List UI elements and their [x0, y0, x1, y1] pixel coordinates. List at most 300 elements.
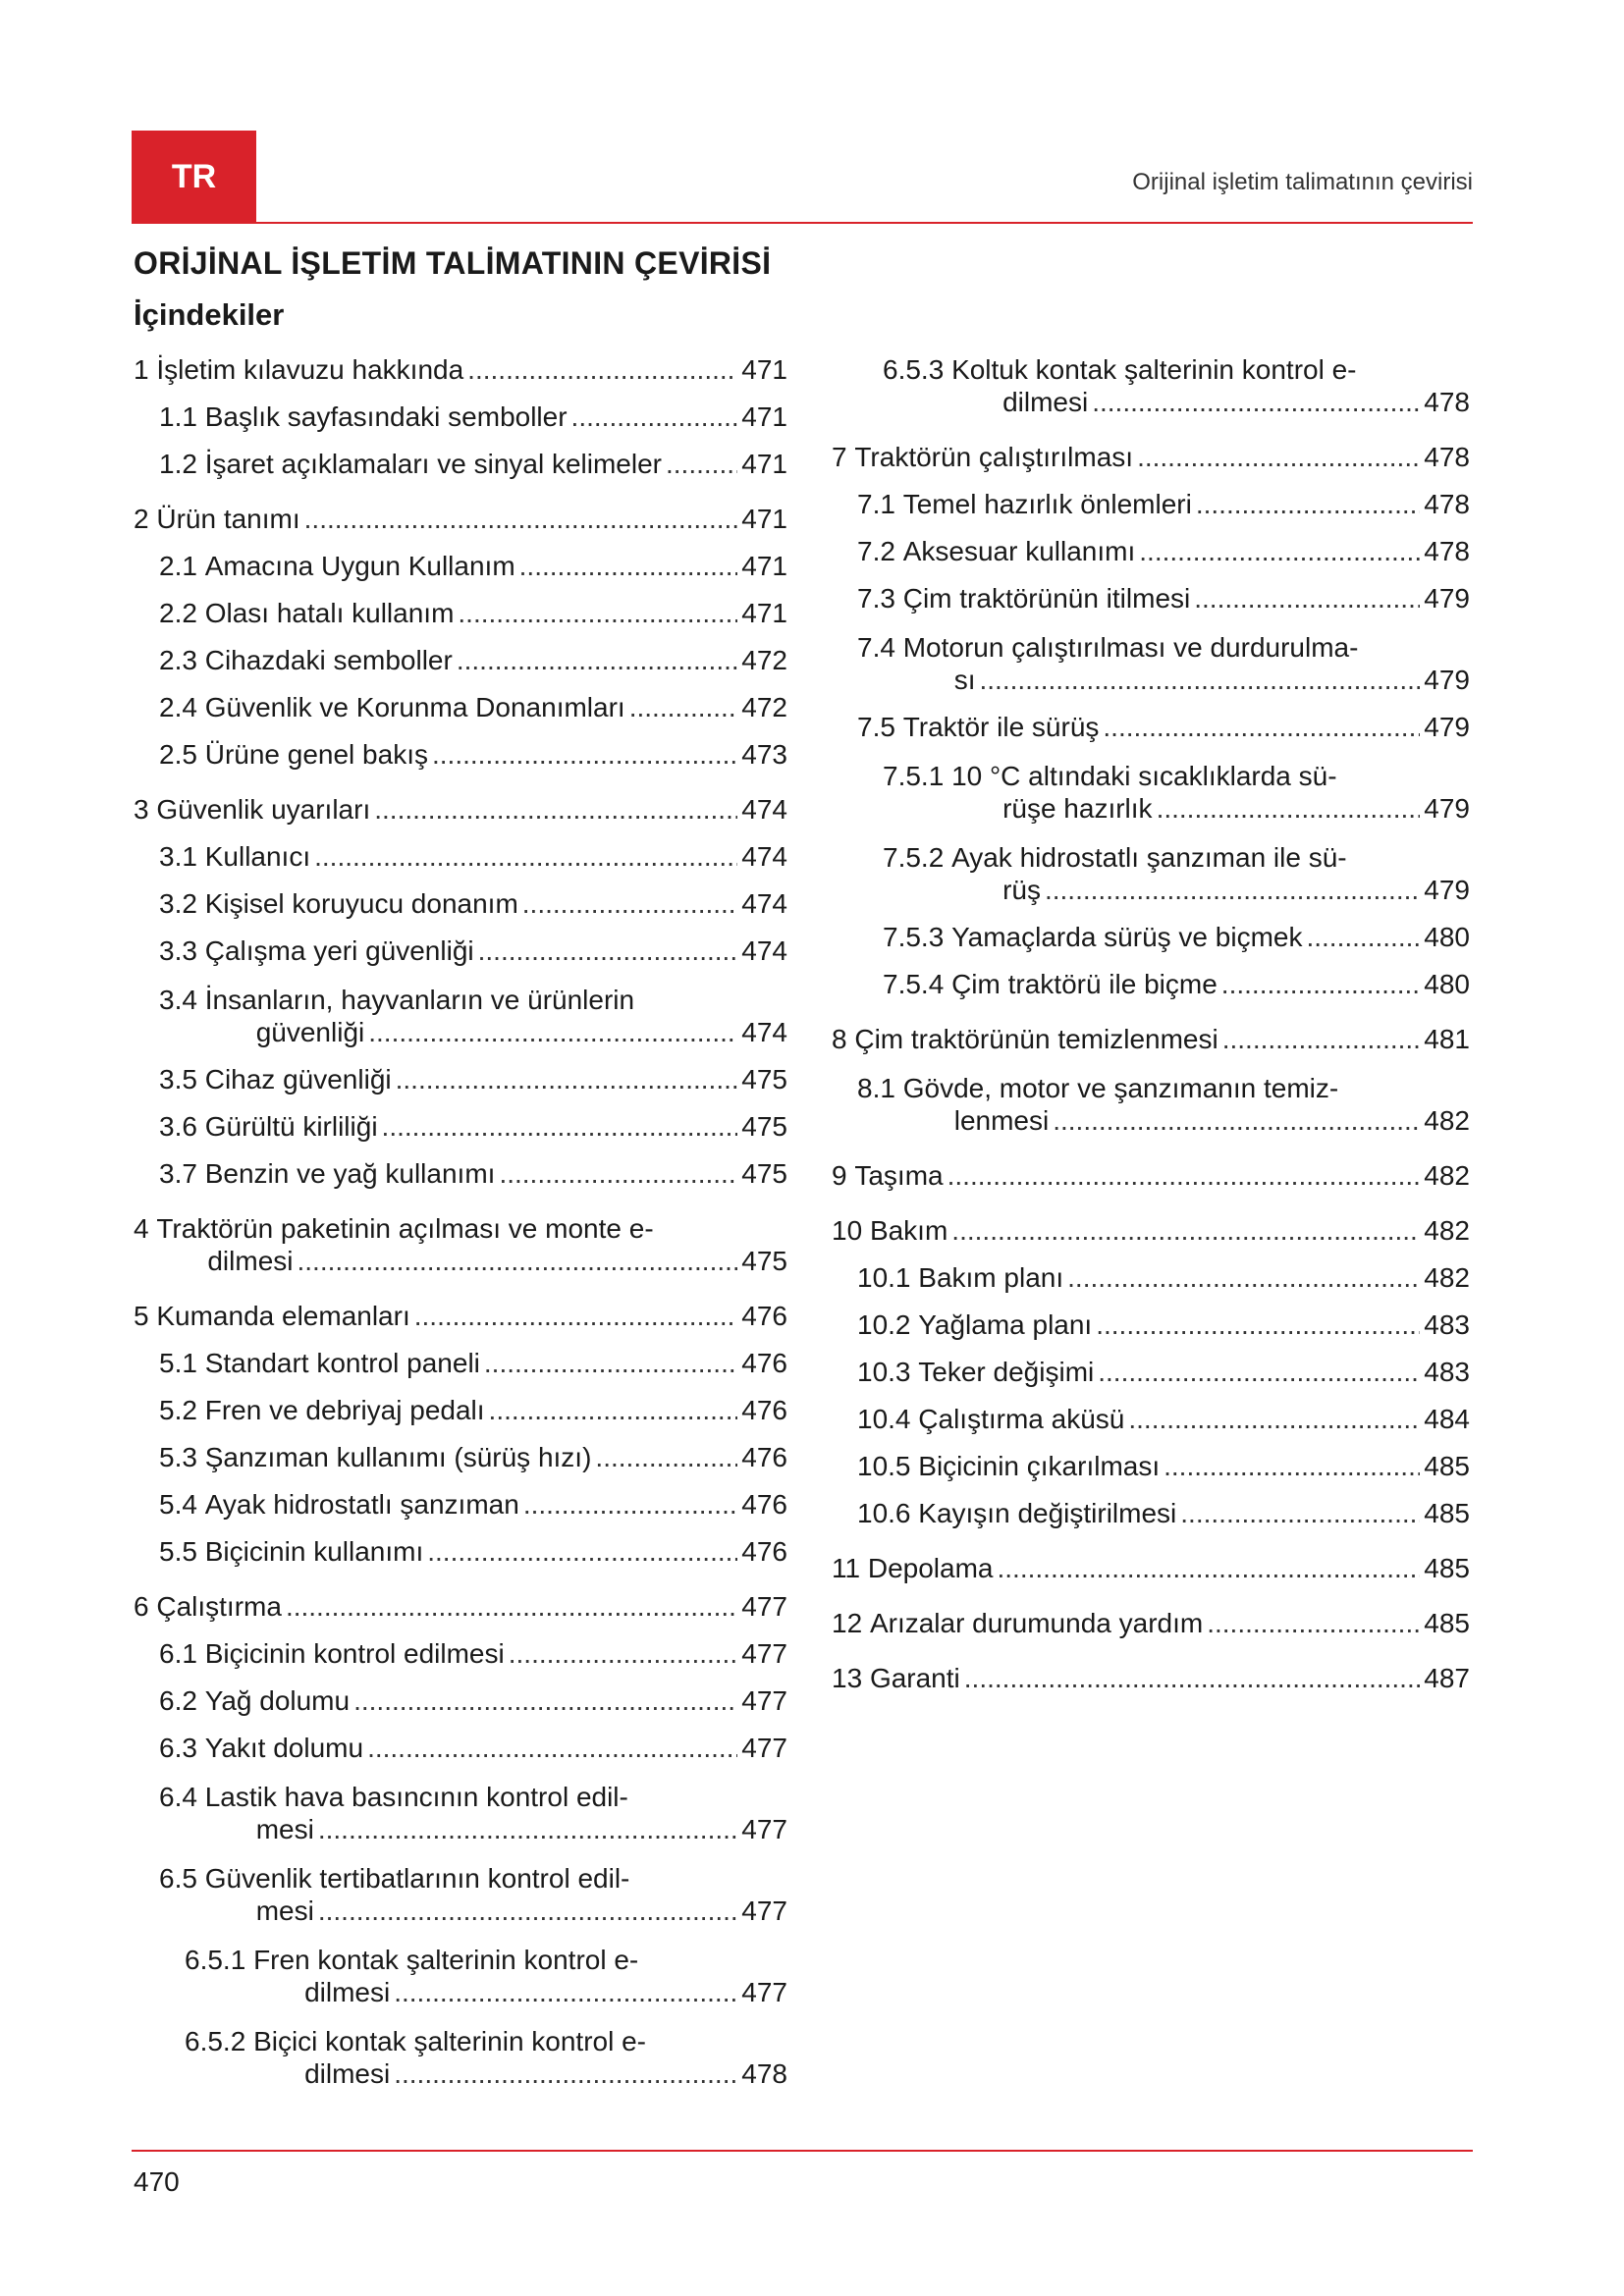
toc-leader-dots: [484, 1347, 737, 1379]
toc-entry[interactable]: [134, 1110, 787, 1143]
toc-leader-dots: [1194, 582, 1420, 614]
toc-leader-dots: [382, 1110, 738, 1143]
toc-entry-line: [205, 1157, 787, 1190]
toc-entry-title: Traktörün çalıştırılması: [854, 442, 1134, 472]
header-title: Orijinal işletim talimatının çevirisi: [1132, 169, 1473, 195]
toc-entry-body: [205, 934, 787, 967]
toc-entry-page: 478: [1424, 536, 1470, 566]
toc-entry-number: 7.5.3: [883, 922, 945, 952]
toc-entry-line: [205, 984, 787, 1016]
toc-entry-number: 3.7: [159, 1158, 197, 1189]
toc-entry-number: 10: [832, 1215, 863, 1246]
toc-entry[interactable]: [134, 1535, 787, 1568]
toc-number-spacer: [197, 691, 205, 723]
toc-number-spacer: [245, 2025, 253, 2090]
toc-leader-dots: [666, 448, 737, 480]
toc-entry-page: 475: [741, 1064, 787, 1095]
toc-entry-line: [205, 1862, 787, 1895]
toc-entry[interactable]: [134, 1637, 787, 1670]
toc-entry[interactable]: [832, 1552, 1470, 1584]
toc-entry-body: [205, 400, 787, 433]
toc-entry-page: 474: [741, 935, 787, 966]
toc-entry-page: 474: [741, 841, 787, 872]
toc-entry[interactable]: [134, 550, 787, 582]
toc-entry[interactable]: [134, 738, 787, 771]
toc-entry-body: [205, 1441, 787, 1473]
toc-entry-page: 487: [1424, 1663, 1470, 1693]
toc-leader-dots: [467, 353, 737, 386]
toc-entry-page: 480: [1424, 922, 1470, 952]
toc-entry-title: Ayak hidrostatlı şanzıman ile sü-: [951, 842, 1347, 873]
toc-entry-line: [205, 934, 787, 967]
toc-entry-body: [918, 1497, 1470, 1529]
toc-number-spacer: [197, 550, 205, 582]
toc-entry-number: 10.6: [857, 1498, 911, 1528]
toc-entry-body: [868, 1552, 1470, 1584]
toc-entry[interactable]: [832, 968, 1470, 1000]
toc-entry-page: 479: [1424, 665, 1470, 695]
toc-entry-title: Başlık sayfasındaki semboller: [204, 401, 568, 432]
toc-entry[interactable]: [134, 1441, 787, 1473]
toc-leader-dots: [368, 1016, 737, 1048]
toc-entry-title: İşaret açıklamaları ve sinyal kelimeler: [204, 449, 662, 479]
toc-entry-title: Traktörün paketinin açılması ve monte e-: [156, 1213, 654, 1244]
toc-entry-title: Biçicinin kullanımı: [204, 1536, 424, 1567]
toc-leader-dots: [298, 1245, 738, 1277]
toc-entry-number: 3.1: [159, 841, 197, 872]
toc-entry-title: Gövde, motor ve şanzımanın temiz-: [902, 1073, 1339, 1103]
toc-entry-line: [903, 488, 1470, 520]
toc-entry-body: [918, 1403, 1470, 1435]
toc-entry-title: Depolama: [867, 1553, 994, 1583]
toc-entry-title: Yakıt dolumu: [204, 1733, 364, 1763]
toc-entry-line: [951, 353, 1470, 386]
toc-number-spacer: [197, 400, 205, 433]
toc-entry[interactable]: [134, 1590, 787, 1623]
toc-entry-title: Çim traktörünün temizlenmesi: [854, 1024, 1218, 1054]
toc-entry[interactable]: [134, 1781, 787, 1845]
document-title: ORİJİNAL İŞLETİM TALİMATININ ÇEVİRİSİ: [134, 245, 772, 281]
toc-entry-title: Kayışın değiştirilmesi: [918, 1498, 1177, 1528]
toc-entry-page: 471: [741, 449, 787, 479]
toc-entry[interactable]: [134, 1684, 787, 1717]
toc-entry-page: 480: [1424, 969, 1470, 999]
toc-entry-page: 478: [1424, 387, 1470, 417]
toc-number-spacer: [944, 921, 951, 953]
toc-entry[interactable]: [134, 644, 787, 676]
toc-entry-line: [951, 874, 1470, 906]
toc-entry-number: 10.2: [857, 1309, 911, 1340]
toc-entry[interactable]: [134, 597, 787, 629]
toc-entry[interactable]: [832, 1607, 1470, 1639]
toc-entry-page: 476: [741, 1536, 787, 1567]
toc-number-spacer: [197, 1157, 205, 1190]
toc-leader-dots: [964, 1662, 1421, 1694]
toc-entry-number: 6.2: [159, 1685, 197, 1716]
toc-entry-title-continued: lenmesi: [953, 1105, 1050, 1136]
toc-entry-line: [951, 792, 1470, 825]
toc-entry-number: 1.1: [159, 401, 197, 432]
toc-number-spacer: [944, 760, 951, 825]
toc-entry[interactable]: [832, 1497, 1470, 1529]
toc-entry-body: [951, 760, 1470, 825]
toc-entry-number: 5.5: [159, 1536, 197, 1567]
toc-number-spacer: [911, 1308, 919, 1341]
toc-entry[interactable]: [832, 841, 1470, 906]
toc-number-spacer: [149, 503, 157, 535]
toc-entry-number: 7: [832, 442, 847, 472]
toc-entry[interactable]: [832, 535, 1470, 567]
toc-entry-body: [854, 441, 1470, 473]
toc-entry[interactable]: [832, 441, 1470, 473]
toc-entry-title-continued: dilmesi: [1002, 387, 1089, 417]
toc-entry-body: [854, 1159, 1470, 1192]
toc-entry[interactable]: [134, 1157, 787, 1190]
toc-number-spacer: [197, 1732, 205, 1764]
toc-entry-page: 479: [1424, 875, 1470, 905]
toc-number-spacer: [197, 840, 205, 873]
toc-entry-page: 475: [741, 1111, 787, 1142]
toc-entry-line: [156, 503, 787, 535]
toc-entry-line: [903, 631, 1470, 664]
toc-entry-title: Garanti: [869, 1663, 960, 1693]
toc-entry-line: [156, 353, 787, 386]
toc-entry-body: [205, 1110, 787, 1143]
toc-leader-dots: [1137, 441, 1420, 473]
toc-entry-body: [156, 1212, 787, 1277]
toc-entry-title: Arızalar durumunda yardım: [869, 1608, 1204, 1638]
toc-entry-number: 10.3: [857, 1357, 911, 1387]
toc-entry-title: Biçicinin çıkarılması: [918, 1451, 1161, 1481]
toc-entry-title-continued: dilmesi: [304, 1977, 391, 2007]
toc-entry[interactable]: [134, 1488, 787, 1521]
toc-leader-dots: [571, 400, 738, 433]
toc-number-spacer: [895, 1072, 903, 1137]
toc-entry-title: Kumanda elemanları: [156, 1301, 410, 1331]
toc-entry-body: [918, 1308, 1470, 1341]
toc-leader-dots: [1157, 792, 1421, 825]
toc-entry[interactable]: [832, 1403, 1470, 1435]
toc-leader-dots: [304, 503, 738, 535]
toc-entry-line: [253, 2025, 787, 2057]
toc-entry-line: [205, 550, 787, 582]
toc-entry-number: 3: [134, 794, 149, 825]
toc-entry-line: [918, 1356, 1470, 1388]
toc-number-spacer: [197, 984, 205, 1048]
toc-entry-line: [205, 448, 787, 480]
toc-number-spacer: [149, 1590, 157, 1623]
toc-entry-page: 479: [1424, 793, 1470, 824]
toc-leader-dots: [1139, 535, 1420, 567]
toc-entry-page: 471: [741, 504, 787, 534]
toc-entry[interactable]: [134, 887, 787, 920]
toc-entry-number: 3.2: [159, 888, 197, 919]
toc-leader-dots: [980, 664, 1421, 696]
toc-entry-body: [205, 1063, 787, 1095]
toc-entry[interactable]: [134, 2025, 787, 2090]
toc-number-spacer: [197, 1347, 205, 1379]
toc-number-spacer: [911, 1356, 919, 1388]
toc-leader-dots: [1306, 921, 1420, 953]
toc-entry-number: 6.5.1: [185, 1945, 246, 1975]
toc-entry[interactable]: [832, 1072, 1470, 1137]
toc-entry-line: [951, 841, 1470, 874]
toc-entry-title-continued: mesi: [255, 1814, 314, 1844]
toc-entry-line: [205, 1684, 787, 1717]
toc-number-spacer: [895, 711, 903, 743]
toc-entry-title: Amacına Uygun Kullanım: [204, 551, 515, 581]
toc-entry[interactable]: [832, 353, 1470, 418]
toc-entry-line: [205, 1781, 787, 1813]
toc-entry-body: [951, 841, 1470, 906]
toc-entry[interactable]: [832, 921, 1470, 953]
toc-heading: İçindekiler: [134, 297, 285, 332]
toc-entry[interactable]: [134, 1394, 787, 1426]
toc-entry-number: 2.4: [159, 692, 197, 722]
toc-leader-dots: [457, 644, 737, 676]
toc-number-spacer: [895, 631, 903, 696]
toc-entry[interactable]: [134, 1732, 787, 1764]
toc-entry-line: [903, 711, 1470, 743]
toc-entry[interactable]: [134, 1862, 787, 1927]
toc-entry-body: [903, 535, 1470, 567]
toc-entry-number: 1.2: [159, 449, 197, 479]
toc-leader-dots: [947, 1159, 1421, 1192]
toc-entry-line: [951, 386, 1470, 418]
toc-entry-body: [903, 582, 1470, 614]
toc-entry-body: [205, 1781, 787, 1845]
toc-leader-dots: [951, 1214, 1420, 1247]
toc-entry[interactable]: [134, 934, 787, 967]
toc-entry-title: Biçicinin kontrol edilmesi: [204, 1638, 505, 1669]
toc-leader-dots: [414, 1300, 738, 1332]
toc-entry[interactable]: [134, 1212, 787, 1277]
toc-entry-line: [156, 1590, 787, 1623]
toc-entry-page: 475: [741, 1158, 787, 1189]
toc-entry-number: 5.2: [159, 1395, 197, 1425]
toc-leader-dots: [998, 1552, 1421, 1584]
toc-entry[interactable]: [134, 793, 787, 826]
toc-entry-page: 482: [1424, 1215, 1470, 1246]
toc-entry-page: 485: [1424, 1608, 1470, 1638]
toc-entry-title-continued: rüşe hazırlık: [1002, 793, 1153, 824]
toc-leader-dots: [1103, 711, 1420, 743]
toc-entry-title: Güvenlik uyarıları: [156, 794, 371, 825]
toc-entry-body: [903, 488, 1470, 520]
toc-entry[interactable]: [134, 840, 787, 873]
toc-entry-page: 485: [1424, 1553, 1470, 1583]
toc-entry-title: Güvenlik ve Korunma Donanımları: [204, 692, 625, 722]
toc-entry-number: 1: [134, 354, 149, 385]
toc-number-spacer: [197, 1394, 205, 1426]
toc-entry-number: 8.1: [857, 1073, 895, 1103]
toc-entry[interactable]: [832, 1308, 1470, 1341]
toc-number-spacer: [862, 1607, 870, 1639]
toc-entry-line: [205, 1488, 787, 1521]
toc-number-spacer: [862, 1662, 870, 1694]
toc-entry-line: [205, 1895, 787, 1927]
toc-leader-dots: [1164, 1450, 1420, 1482]
toc-entry-title: Teker değişimi: [918, 1357, 1095, 1387]
toc-entry[interactable]: [832, 1662, 1470, 1694]
toc-entry[interactable]: [134, 448, 787, 480]
toc-number-spacer: [944, 353, 951, 418]
toc-entry-number: 3.6: [159, 1111, 197, 1142]
toc-entry[interactable]: [832, 631, 1470, 696]
toc-entry-line: [253, 1944, 787, 1976]
toc-entry-line: [205, 1110, 787, 1143]
toc-leader-dots: [629, 691, 738, 723]
toc-entry-page: 478: [741, 2058, 787, 2089]
toc-entry-line: [205, 691, 787, 723]
toc-entry[interactable]: [134, 984, 787, 1048]
toc-entry[interactable]: [134, 1347, 787, 1379]
toc-entry-page: 477: [741, 1814, 787, 1844]
toc-entry-body: [951, 968, 1470, 1000]
toc-entry-line: [205, 1394, 787, 1426]
toc-entry-body: [205, 984, 787, 1048]
toc-entry-title: Çalıştırma: [156, 1591, 282, 1622]
toc-entry-page: 481: [1424, 1024, 1470, 1054]
toc-entry-page: 474: [741, 1017, 787, 1047]
toc-entry-body: [205, 597, 787, 629]
toc-entry-line: [205, 1535, 787, 1568]
toc-entry-body: [951, 921, 1470, 953]
toc-entry[interactable]: [832, 582, 1470, 614]
toc-entry-number: 2.1: [159, 551, 197, 581]
toc-entry-title: Şanzıman kullanımı (sürüş hızı): [204, 1442, 592, 1472]
toc-entry-line: [156, 1300, 787, 1332]
toc-entry-line: [870, 1662, 1470, 1694]
toc-entry-number: 7.3: [857, 583, 895, 614]
toc-entry-number: 5.3: [159, 1442, 197, 1472]
toc-entry[interactable]: [832, 488, 1470, 520]
toc-leader-dots: [432, 738, 737, 771]
toc-entry-line: [205, 1347, 787, 1379]
toc-entry-title: Biçici kontak şalterinin kontrol e-: [253, 2026, 647, 2056]
toc-entry-body: [205, 1157, 787, 1190]
toc-entry-body: [951, 353, 1470, 418]
toc-entry-number: 7.2: [857, 536, 895, 566]
toc-entry-page: 471: [741, 598, 787, 628]
toc-entry-title: Lastik hava basıncının kontrol edil-: [204, 1782, 628, 1812]
toc-entry-body: [918, 1450, 1470, 1482]
toc-entry-number: 7.5.2: [883, 842, 945, 873]
toc-entry-page: 477: [741, 1896, 787, 1926]
toc-entry-title-continued: dilmesi: [304, 2058, 391, 2089]
toc-leader-dots: [427, 1535, 737, 1568]
toc-entry-page: 474: [741, 888, 787, 919]
toc-entry-line: [205, 1637, 787, 1670]
toc-entry[interactable]: [134, 400, 787, 433]
toc-entry-title: İşletim kılavuzu hakkında: [156, 354, 464, 385]
toc-entry-line: [156, 1245, 787, 1277]
toc-entry-page: 474: [741, 794, 787, 825]
toc-entry[interactable]: [134, 691, 787, 723]
toc-entry[interactable]: [134, 1300, 787, 1332]
toc-entry[interactable]: [832, 1356, 1470, 1388]
toc-entry[interactable]: [832, 1023, 1470, 1055]
toc-entry[interactable]: [134, 503, 787, 535]
toc-leader-dots: [1067, 1261, 1420, 1294]
toc-entry-number: 6.1: [159, 1638, 197, 1669]
toc-number-spacer: [197, 1684, 205, 1717]
toc-entry[interactable]: [134, 1063, 787, 1095]
toc-number-spacer: [944, 841, 951, 906]
toc-entry-title: Çalışma yeri güvenliği: [204, 935, 474, 966]
toc-entry-line: [253, 1976, 787, 2008]
toc-entry-title: Bakım planı: [918, 1262, 1064, 1293]
toc-entry[interactable]: [832, 1450, 1470, 1482]
toc-entry-line: [918, 1403, 1470, 1435]
toc-entry-title: Ayak hidrostatlı şanzıman: [204, 1489, 519, 1520]
toc-entry-page: 477: [741, 1591, 787, 1622]
toc-entry-number: 6.5.3: [883, 354, 945, 385]
toc-entry[interactable]: [134, 353, 787, 386]
toc-entry-title-continued: dilmesi: [207, 1246, 294, 1276]
toc-entry-number: 2: [134, 504, 149, 534]
toc-entry-line: [903, 1072, 1470, 1104]
toc-number-spacer: [911, 1403, 919, 1435]
toc-leader-dots: [286, 1590, 737, 1623]
toc-entry-body: [205, 1535, 787, 1568]
toc-entry[interactable]: [832, 1261, 1470, 1294]
toc-entry-page: 476: [741, 1301, 787, 1331]
toc-entry-line: [205, 1813, 787, 1845]
toc-entry[interactable]: [832, 1159, 1470, 1192]
toc-leader-dots: [1045, 874, 1420, 906]
toc-entry-number: 6.5: [159, 1863, 197, 1894]
toc-entry-number: 3.3: [159, 935, 197, 966]
toc-leader-dots: [523, 1488, 737, 1521]
toc-entry[interactable]: [832, 760, 1470, 825]
toc-entry-line: [205, 1016, 787, 1048]
toc-entry-body: [205, 887, 787, 920]
toc-entry-line: [870, 1214, 1470, 1247]
toc-entry-number: 6.5.2: [185, 2026, 246, 2056]
toc-entry-title: Traktör ile sürüş: [902, 712, 1100, 742]
toc-number-spacer: [197, 738, 205, 771]
toc-entry-title: Koltuk kontak şalterinin kontrol e-: [951, 354, 1357, 385]
toc-entry-number: 6.3: [159, 1733, 197, 1763]
toc-number-spacer: [847, 1159, 855, 1192]
toc-entry-body: [903, 1072, 1470, 1137]
toc-entry[interactable]: [832, 1214, 1470, 1247]
toc-entry-number: 10.5: [857, 1451, 911, 1481]
toc-entry[interactable]: [832, 711, 1470, 743]
toc-leader-dots: [1092, 386, 1420, 418]
toc-entry-title: Kişisel koruyucu donanım: [204, 888, 518, 919]
toc-entry-line: [951, 760, 1470, 792]
toc-number-spacer: [197, 1063, 205, 1095]
toc-entry-line: [951, 921, 1470, 953]
toc-entry-title: Aksesuar kullanımı: [902, 536, 1136, 566]
toc-number-spacer: [197, 1862, 205, 1927]
toc-entry-body: [870, 1662, 1470, 1694]
toc-entry-body: [253, 2025, 787, 2090]
toc-leader-dots: [489, 1394, 738, 1426]
toc-number-spacer: [895, 582, 903, 614]
toc-entry-number: 2.3: [159, 645, 197, 675]
toc-number-spacer: [197, 1781, 205, 1845]
toc-entry-line: [918, 1450, 1470, 1482]
toc-entry-number: 7.1: [857, 489, 895, 519]
toc-entry-title-continued: mesi: [255, 1896, 314, 1926]
toc-entry[interactable]: [134, 1944, 787, 2008]
toc-leader-dots: [519, 550, 738, 582]
toc-entry-body: [918, 1261, 1470, 1294]
toc-entry-number: 13: [832, 1663, 863, 1693]
